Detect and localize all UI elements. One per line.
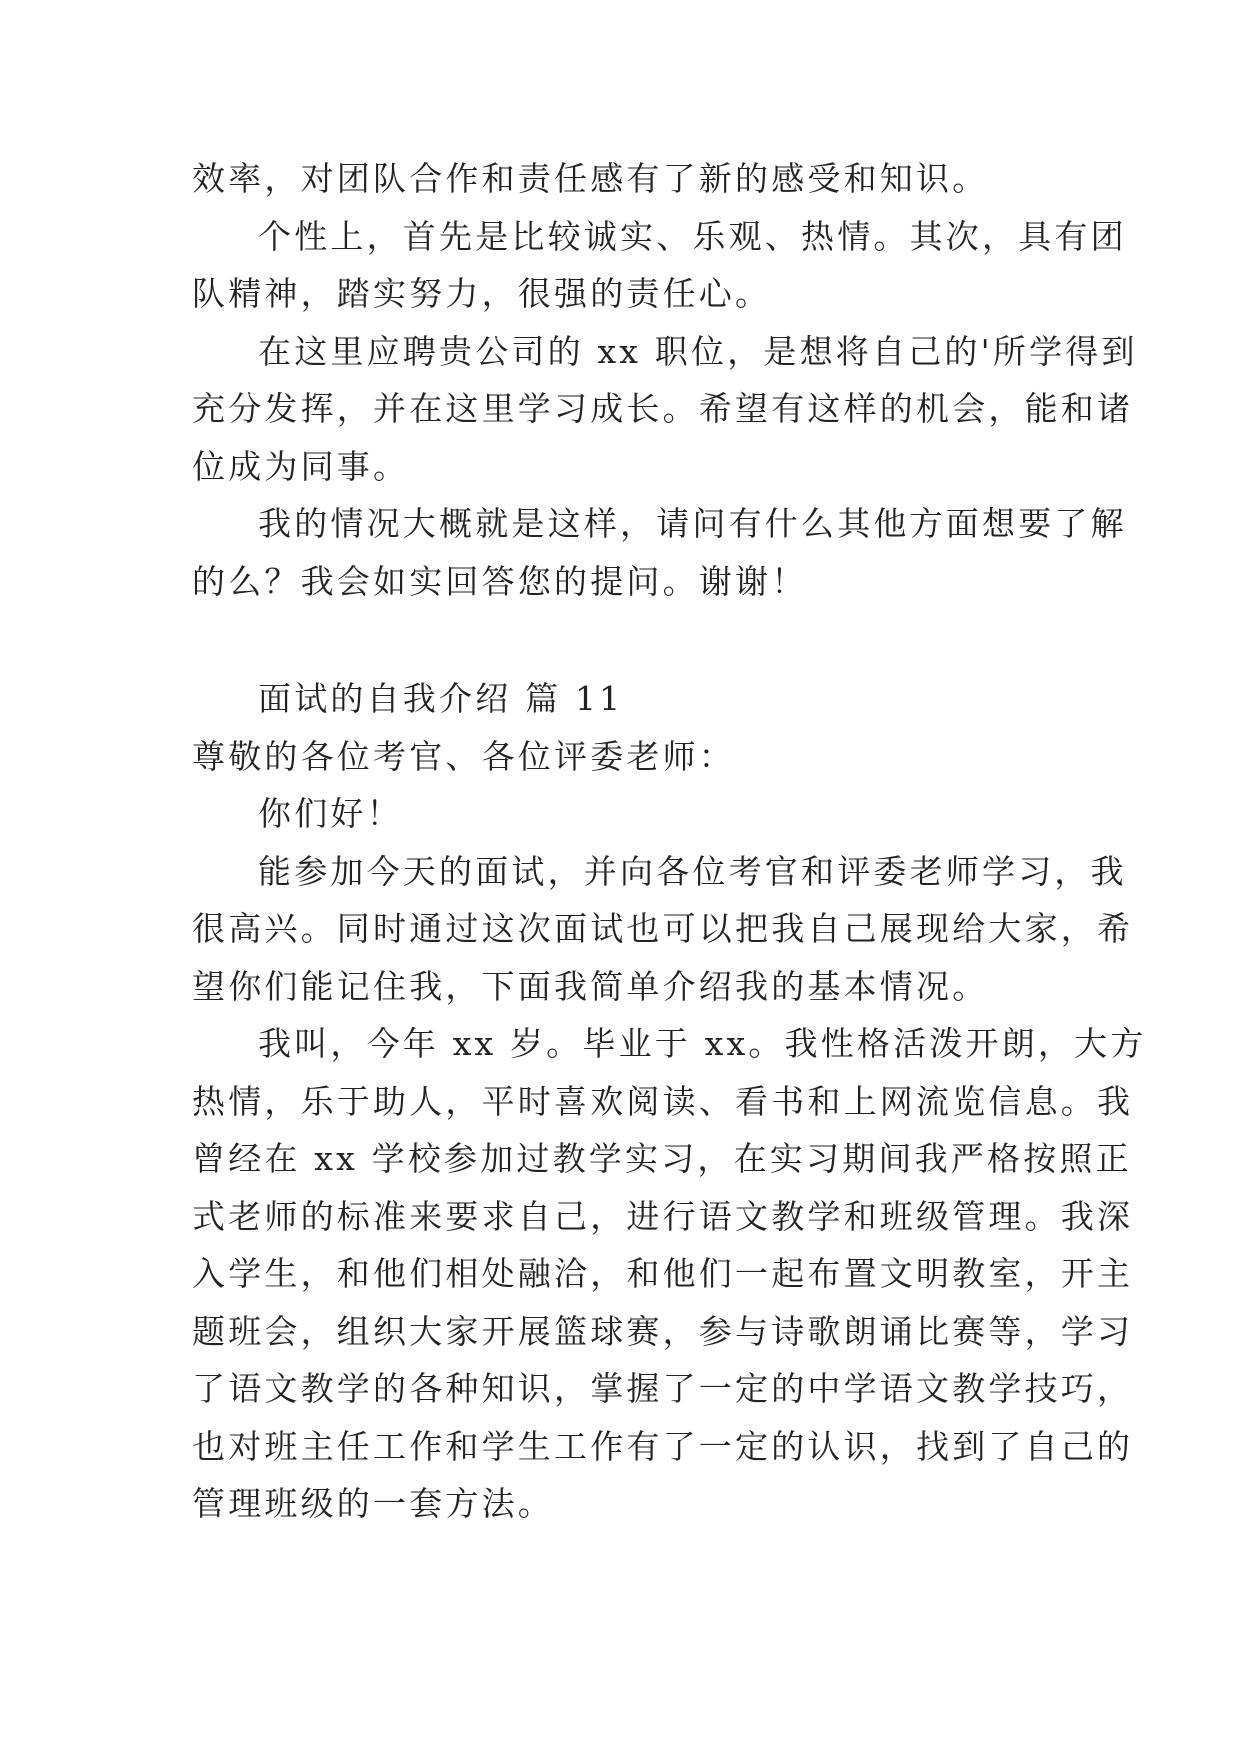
paragraph-line: 也对班主任工作和学生工作有了一定的认识，找到了自己的: [192, 1426, 1134, 1466]
paragraph-line: 了语文教学的各种知识，掌握了一定的中学语文教学技巧，: [192, 1369, 1134, 1408]
salutation: 尊敬的各位考官、各位评委老师：: [192, 736, 735, 776]
paragraph-line: 我的情况大概就是这样，请问有什么其他方面想要了解: [258, 504, 1127, 543]
greeting: 你们好！: [258, 794, 403, 833]
section-gap: [192, 610, 1062, 670]
section-title: 面试的自我介绍 篇 11: [258, 679, 624, 718]
paragraph-line: 入学生，和他们相处融洽，和他们一起布置文明教室，开主: [192, 1254, 1134, 1293]
paragraph-line: 位成为同事。: [192, 446, 410, 486]
paragraph-line: 我叫，今年 xx 岁。毕业于 xx。我性格活泼开朗，大方: [258, 1024, 1147, 1063]
paragraph-line: 曾经在 xx 学校参加过教学实习，在实习期间我严格按照正: [192, 1139, 1132, 1178]
paragraph-line: 能参加今天的面试，并向各位考官和评委老师学习，我: [258, 851, 1127, 891]
document-text: [192, 150, 1147, 1533]
paragraph-line: 效率，对团队合作和责任感有了新的感受和知识。: [192, 159, 989, 198]
paragraph-line: 管理班级的一套方法。: [192, 1484, 554, 1523]
paragraph-line: 在这里应聘贵公司的 xx 职位，是想将自己的'所学得到: [258, 331, 1138, 371]
paragraph-line: 充分发挥，并在这里学习成长。希望有这样的机会，能和诸: [192, 389, 1134, 428]
paragraph-line: 热情，乐于助人，平时喜欢阅读、看书和上网流览信息。我: [192, 1081, 1134, 1121]
paragraph-line: 题班会，组织大家开展篮球赛，参与诗歌朗诵比赛等，学习: [192, 1311, 1134, 1351]
paragraph-line: 的么？我会如实回答您的提问。谢谢！: [192, 561, 808, 601]
paragraph-line: 个性上，首先是比较诚实、乐观、热情。其次，具有团: [258, 216, 1127, 256]
paragraph-line: 队精神，踏实努力，很强的责任心。: [192, 274, 772, 313]
paragraph-line: 式老师的标准来要求自己，进行语文教学和班级管理。我深: [192, 1196, 1134, 1236]
paragraph-line: 很高兴。同时通过这次面试也可以把我自己展现给大家，希: [192, 909, 1134, 948]
paragraph-line: 望你们能记住我，下面我简单介绍我的基本情况。: [192, 966, 989, 1006]
